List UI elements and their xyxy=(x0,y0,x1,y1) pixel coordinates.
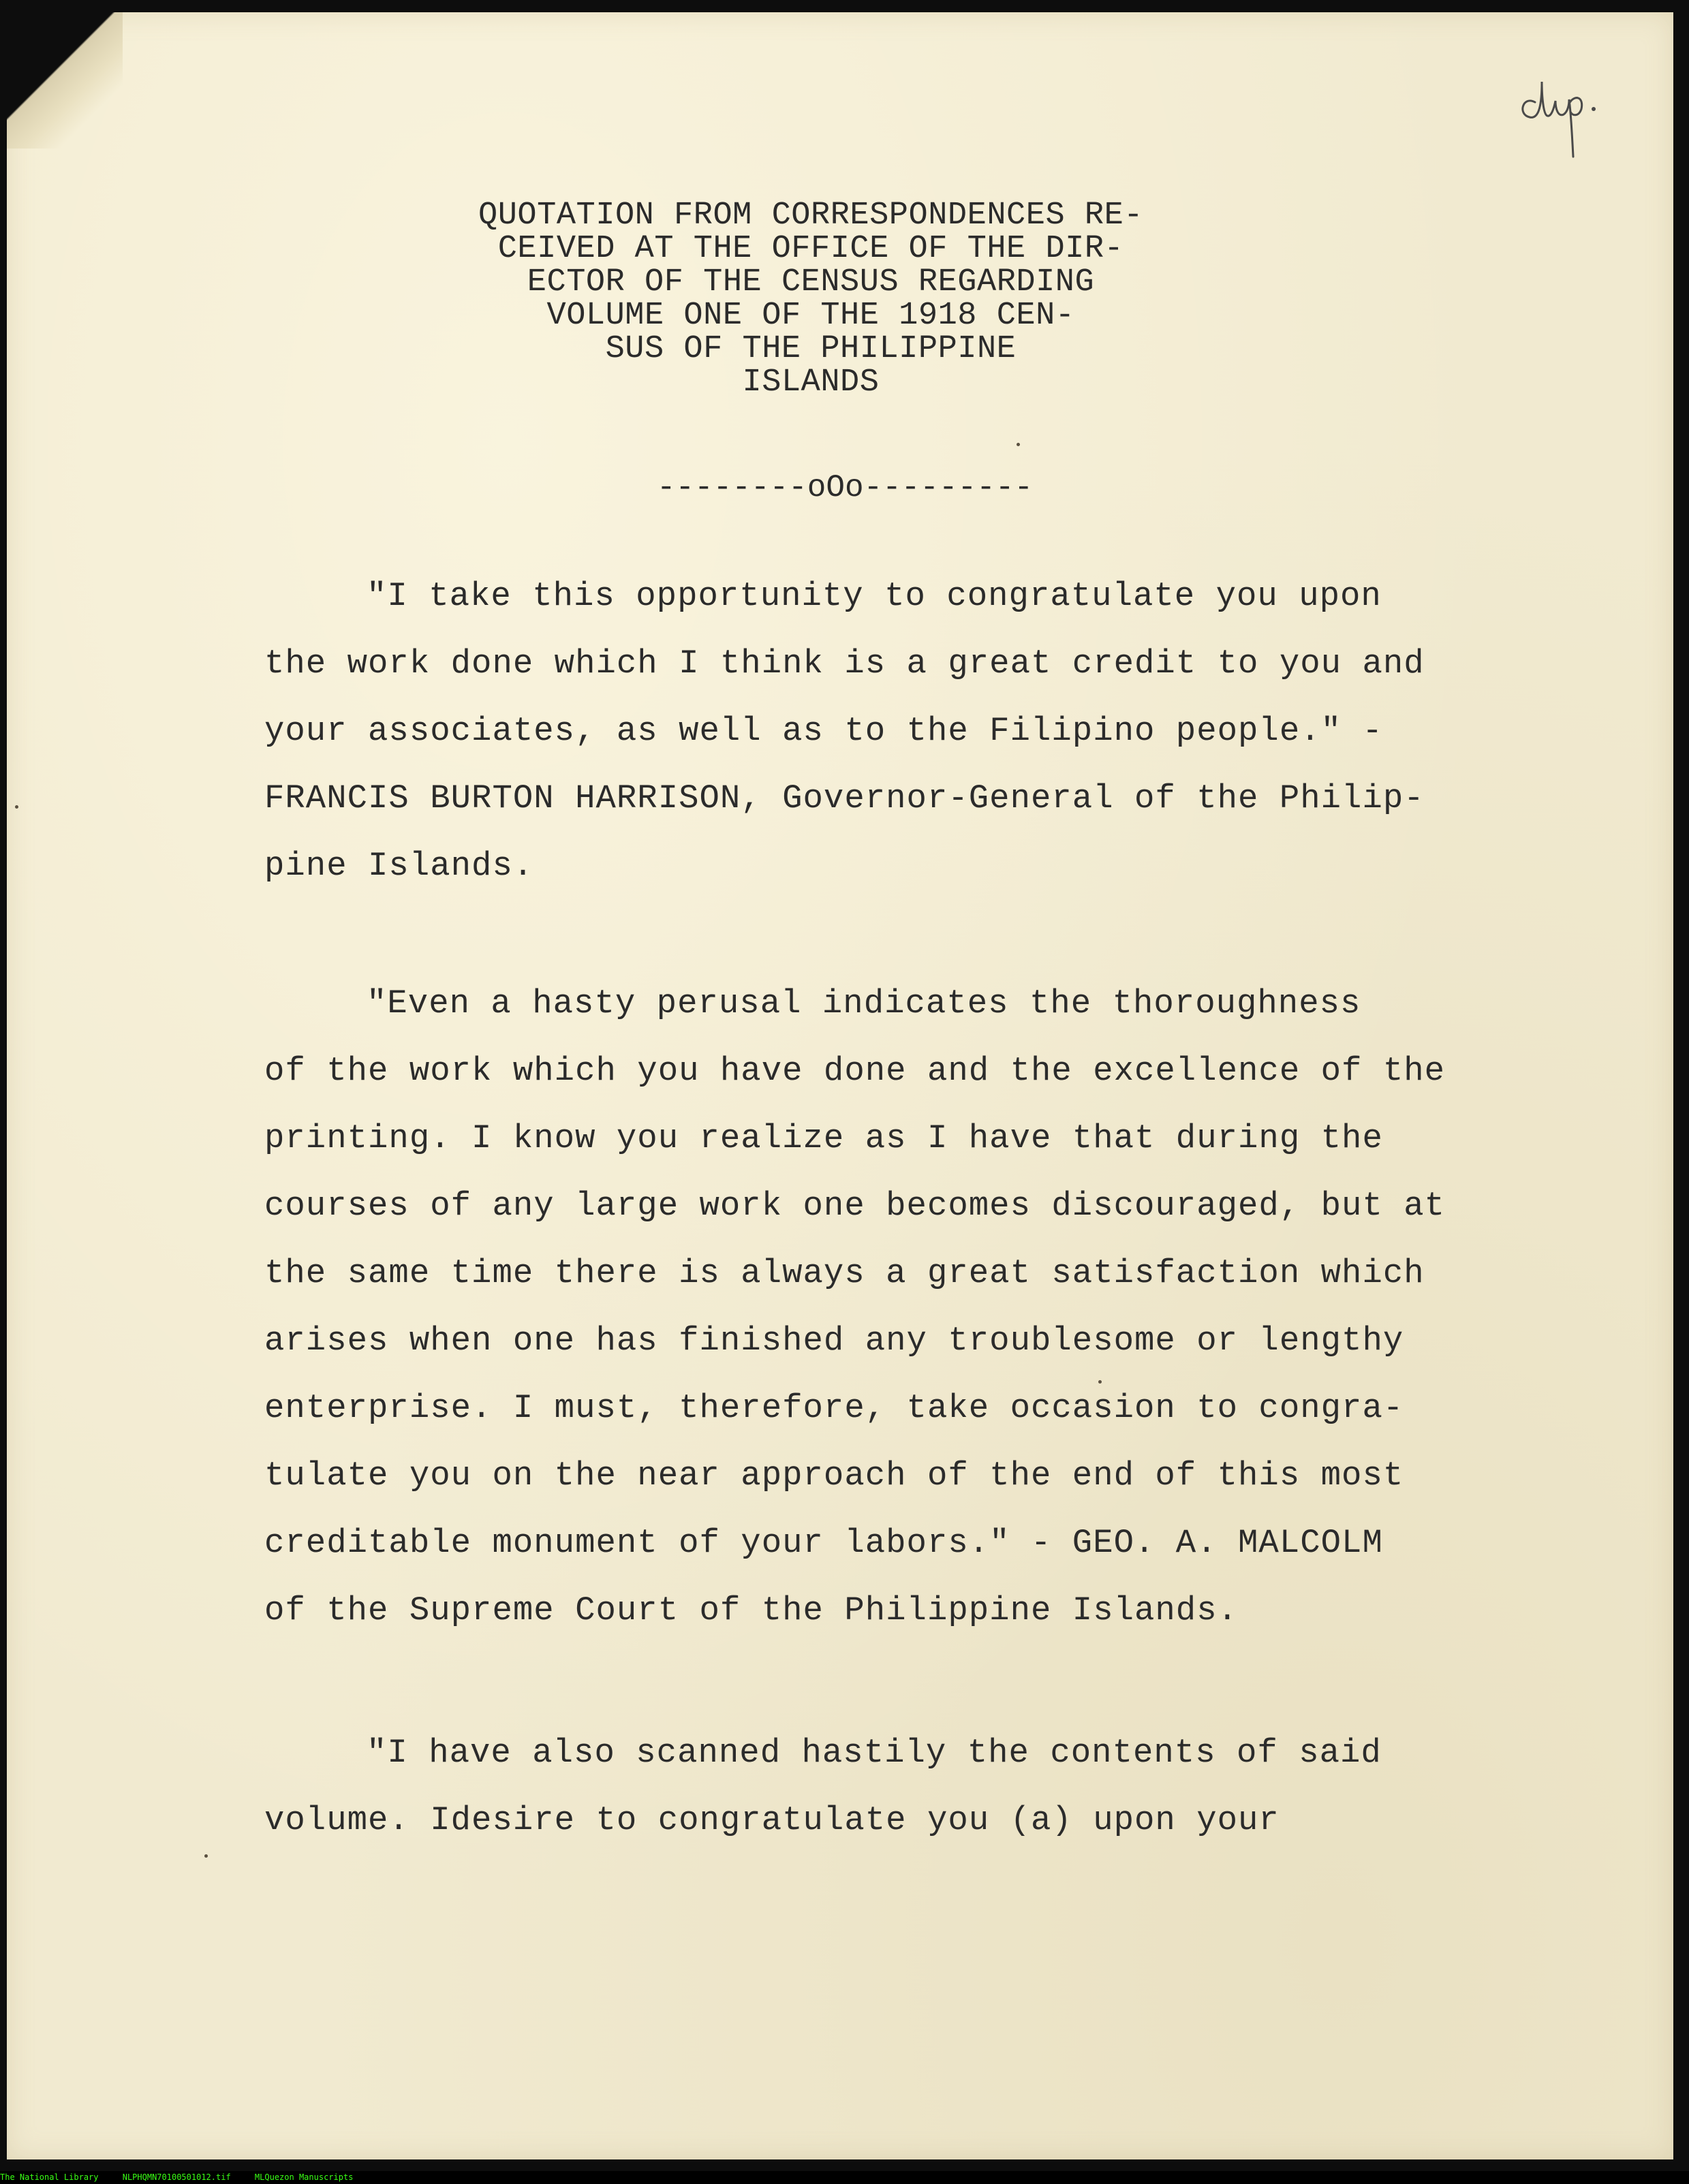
folded-corner xyxy=(7,12,123,149)
quote-harrison xyxy=(264,563,1511,900)
text-line: pine Islands. xyxy=(264,847,534,885)
text-line: printing. I know you realize as I have that during the xyxy=(264,1119,1383,1157)
text-line: your associates, as well as to the Filipino people." - xyxy=(264,712,1383,750)
title-line: ECTOR OF THE CENSUS REGARDING xyxy=(527,264,1095,300)
title-line: QUOTATION FROM CORRESPONDENCES RE- xyxy=(478,198,1143,234)
footer-library: The National Library xyxy=(0,2172,99,2182)
footer-collection: MLQuezon Manuscripts xyxy=(254,2172,354,2182)
text-line: "I have also scanned hastily the contents of said xyxy=(367,1734,1382,1772)
paper-speck xyxy=(1098,1380,1102,1384)
document-title xyxy=(382,199,1240,399)
quote-third xyxy=(264,1719,1511,1854)
footer-file: NLPHQMN70100501012.tif xyxy=(122,2172,231,2182)
text-line: arises when one has finished any troublesome or lengthy xyxy=(264,1322,1404,1360)
text-line: enterprise. I must, therefore, take occasion to congra- xyxy=(264,1389,1404,1427)
title-line: ISLANDS xyxy=(742,364,880,401)
handwritten-annotation xyxy=(1509,54,1645,163)
paper-speck xyxy=(1017,443,1020,446)
title-line: SUS OF THE PHILIPPINE xyxy=(605,331,1017,367)
quote-malcolm xyxy=(264,970,1511,1644)
text-line: volume. Idesire to congratulate you (a) upon your xyxy=(264,1801,1280,1839)
text-line: FRANCIS BURTON HARRISON, Governor-General of the Philip- xyxy=(264,779,1425,817)
text-line: "Even a hasty perusal indicates the thoroughness xyxy=(367,984,1361,1023)
title-line: CEIVED AT THE OFFICE OF THE DIR- xyxy=(497,231,1124,267)
text-line: of the Supreme Court of the Philippine Islands. xyxy=(264,1591,1239,1629)
text-line: tulate you on the near approach of the end of this most xyxy=(264,1456,1404,1495)
text-line: creditable monument of your labors." - GEO. A. MALCOLM xyxy=(264,1524,1383,1562)
text-line: of the work which you have done and the excellence of the xyxy=(264,1052,1446,1090)
scan-footer xyxy=(0,2171,1689,2184)
text-line: the work done which I think is a great credit to you and xyxy=(264,644,1425,683)
paper-speck xyxy=(204,1854,208,1858)
text-line: "I take this opportunity to congratulate you upon xyxy=(367,577,1382,615)
text-line: the same time there is always a great satisfaction which xyxy=(264,1254,1425,1292)
title-line: VOLUME ONE OF THE 1918 CEN- xyxy=(546,298,1075,334)
paper-speck xyxy=(15,805,18,809)
section-divider: --------oOo--------- xyxy=(656,470,1034,505)
text-line: courses of any large work one becomes discouraged, but at xyxy=(264,1187,1446,1225)
